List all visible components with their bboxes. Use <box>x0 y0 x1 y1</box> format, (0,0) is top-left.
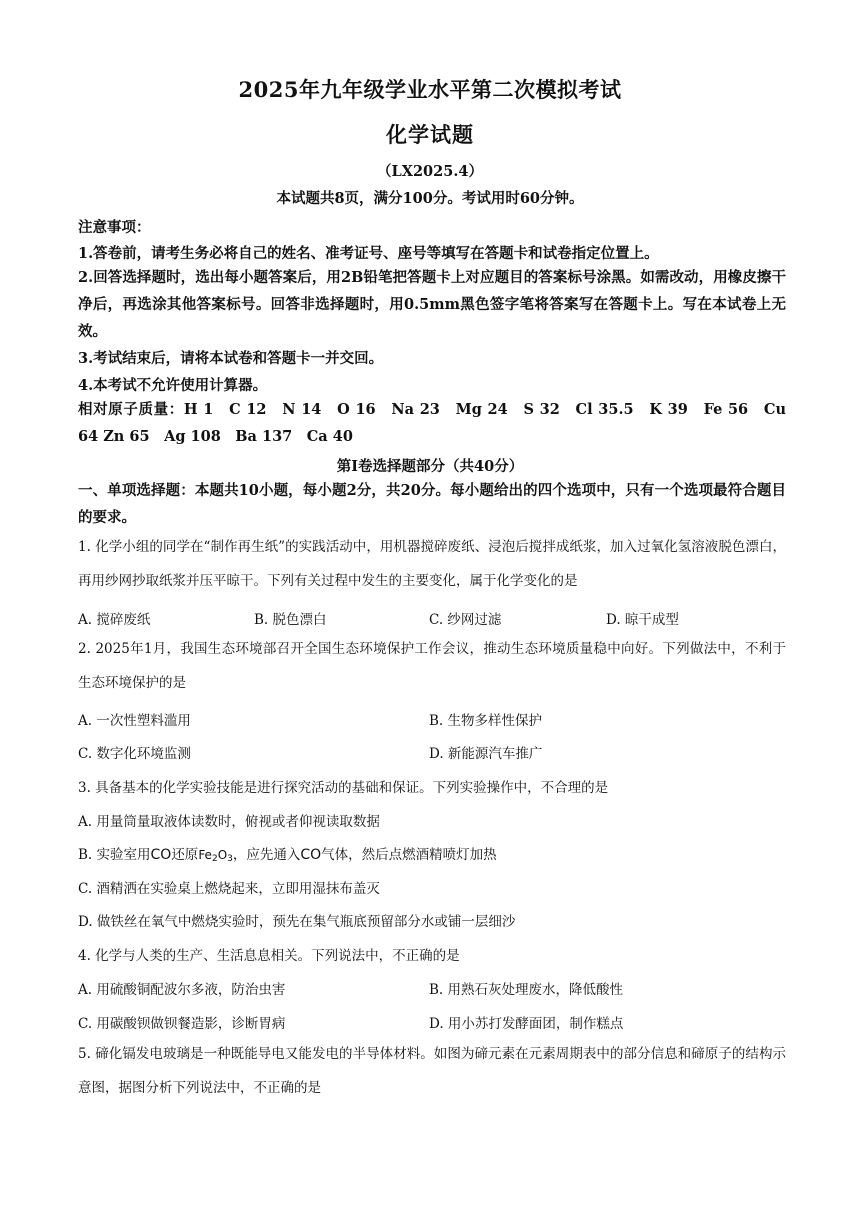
question-1-option-c: C. 纱网过滤 <box>429 612 502 628</box>
question-1-option-a: A. 搅碎废纸 <box>78 612 151 628</box>
question-4-option-c: C. 用碳酸钡做钡餐造影，诊断胃病 <box>78 1016 286 1032</box>
formula-fe: Fe <box>198 848 212 862</box>
question-1-option-d: D. 晾干成型 <box>606 612 679 628</box>
question-4-option-d: D. 用小苏打发酵面团，制作糕点 <box>429 1016 624 1032</box>
question-2-stem: 2. 2025年1月，我国生态环境部召开全国生态环境保护工作会议，推动生态环境质量稳中向好。下列做法中，不利于生态环境保护的是 <box>78 641 786 691</box>
question-3-option-b <box>78 843 497 863</box>
note-item-1: 1.答卷前，请考生务必将自己的姓名、准考证号、座号等填写在答题卡和试卷指定位置上。 <box>78 245 659 262</box>
question-3-option-c: C. 酒精洒在实验桌上燃烧起来，立即用湿抹布盖灭 <box>78 881 380 897</box>
part-one-instructions: 一、单项选择题：本题共10小题，每小题2分，共20分。每小题给出的四个选项中，只有一个选项最符合题目的要求。 <box>78 482 786 526</box>
exam-info: 本试题共8页，满分100分。考试用时60分钟。 <box>276 190 584 207</box>
question-3-option-b-text-3: ，应先通入 <box>232 847 301 863</box>
formula-subscript-2: 2 <box>211 854 218 864</box>
section-title: 第Ⅰ卷选择题部分（共40分） <box>336 458 524 475</box>
question-4-option-b: B. 用熟石灰处理废水，降低酸性 <box>429 982 624 998</box>
notes-heading: 注意事项： <box>78 219 151 236</box>
question-2-option-a: A. 一次性塑料滥用 <box>78 713 191 729</box>
question-2-option-b: B. 生物多样性保护 <box>429 713 543 729</box>
exam-code: （LX2025.4） <box>377 163 483 180</box>
note-item-3: 3.考试结束后，请将本试卷和答题卡一并交回。 <box>78 350 384 367</box>
question-4-stem: 4. 化学与人类的生产、生活息息相关。下列说法中，不正确的是 <box>78 948 460 964</box>
question-3-option-d: D. 做铁丝在氧气中燃烧实验时，预先在集气瓶底预留部分水或铺一层细沙 <box>78 914 516 930</box>
formula-o: O <box>217 848 228 862</box>
exam-subtitle: 化学试题 <box>386 122 474 147</box>
atomic-mass-line: 相对原子质量：H 1 C 12 N 14 O 16 Na 23 Mg 24 S 32 Cl 35.5 K 39 Fe 56 Cu 64 Zn 65 Ag 108 Ba 137 Ca 40 <box>78 401 786 445</box>
question-4-option-a: A. 用硫酸铜配波尔多液，防治虫害 <box>78 982 286 998</box>
question-2-option-d: D. 新能源汽车推广 <box>429 746 543 762</box>
formula-fe2o3 <box>198 848 233 862</box>
question-3-option-a: A. 用量筒量取液体读数时，俯视或者仰视读取数据 <box>78 814 380 830</box>
exam-title: 2025年九年级学业水平第二次模拟考试 <box>238 77 622 102</box>
formula-co-2: CO <box>300 847 322 863</box>
note-item-2: 2.回答选择题时，选出每小题答案后，用2B铅笔把答题卡上对应题目的答案标号涂黑。如需改动，用橡皮擦干净后，再选涂其他答案标号。回答非选择题时，用0.5mm黑色签字笔将答案写在答题卡上。写在本试卷上无效。 <box>78 269 786 340</box>
question-3-option-b-text-4: 气体，然后点燃酒精喷灯加热 <box>321 847 497 863</box>
formula-co: CO <box>150 847 172 863</box>
question-2-option-c: C. 数字化环境监测 <box>78 746 191 762</box>
question-3-stem: 3. 具备基本的化学实验技能是进行探究活动的基础和保证。下列实验操作中，不合理的是 <box>78 780 609 796</box>
question-5-stem: 5. 碲化镉发电玻璃是一种既能导电又能发电的半导体材料。如图为碲元素在元素周期表中的部分信息和碲原子的结构示意图，据图分析下列说法中，不正确的是 <box>78 1046 786 1096</box>
formula-subscript-3: 3 <box>227 854 233 864</box>
question-1-option-b: B. 脱色漂白 <box>254 612 327 628</box>
question-3-option-b-text-2: 还原 <box>171 847 199 863</box>
note-item-4: 4.本考试不允许使用计算器。 <box>78 377 268 394</box>
question-1-stem: 1. 化学小组的同学在“制作再生纸”的实践活动中，用机器搅碎废纸、浸泡后搅拌成纸浆，加入过氧化氢溶液脱色漂白，再用纱网抄取纸浆并压平晾干。下列有关过程中发生的主要变化，属于化学变化的是 <box>78 539 786 589</box>
question-3-option-b-text-1: B. 实验室用 <box>78 847 151 863</box>
